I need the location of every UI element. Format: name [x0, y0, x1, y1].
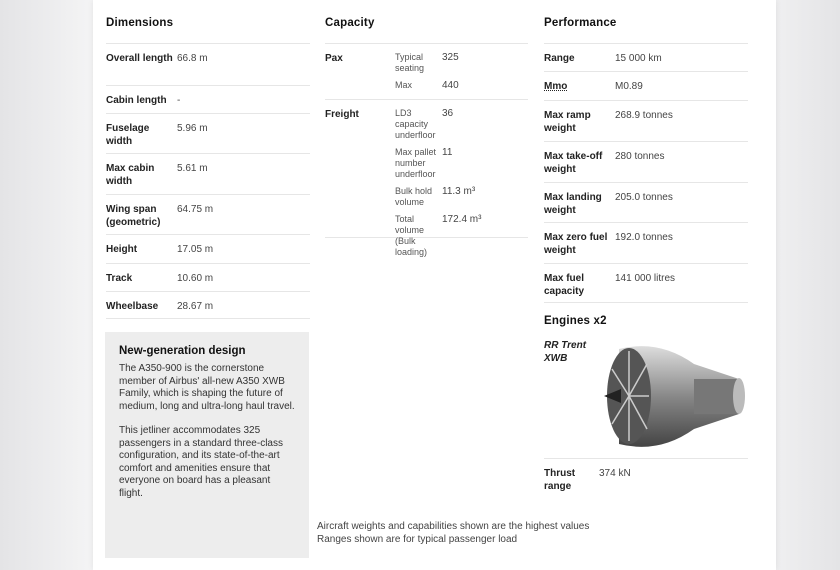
pax-row [325, 43, 528, 99]
spec-value: 28.67 m [177, 301, 214, 312]
spec-value: 192.0 tonnes [615, 232, 673, 243]
capacity-title: Capacity [325, 17, 375, 29]
capacity-item-value: 172.4 m³ [442, 214, 482, 225]
spec-label: Fuselage width [106, 123, 150, 147]
design-title: New-generation design [119, 345, 246, 357]
capacity-section [325, 0, 528, 257]
spec-value: 5.96 m [177, 123, 208, 134]
capacity-item [395, 108, 481, 141]
capacity-item-value: 36 [442, 108, 454, 119]
design-paragraph-2: This jetliner accommodates 325 passengers in a standard three-class configuration, and its state-of-the-art comfort and amenities ensure that everyone on board has a pleasant flight. [119, 425, 283, 499]
spec-label: Cabin length [106, 95, 167, 106]
spec-value: 66.8 m [177, 53, 208, 64]
spec-row [544, 222, 748, 263]
spec-label: Max landing weight [544, 192, 602, 216]
spec-value: 10.60 m [177, 273, 214, 284]
spec-value: 15 000 km [615, 53, 662, 64]
freight-label: Freight [325, 109, 359, 120]
spec-value: 5.61 m [177, 163, 208, 174]
capacity-item-value: 11 [442, 147, 453, 158]
capacity-item-label: Max [395, 80, 413, 90]
spec-value: 141 000 litres [615, 273, 676, 284]
capacity-item [395, 52, 459, 74]
freight-row [325, 99, 528, 257]
spec-row [544, 141, 748, 182]
spec-label: Height [106, 244, 138, 255]
engines-title: Engines x2 [544, 315, 607, 327]
spec-row [544, 263, 748, 303]
spec-row [106, 153, 310, 194]
dimensions-section [106, 0, 310, 319]
spec-label: Max take-off weight [544, 151, 603, 175]
capacity-item-label: Typical seating [395, 52, 425, 73]
spec-row [544, 100, 748, 141]
spec-row [544, 43, 748, 71]
spec-row [106, 234, 310, 263]
thrust-label: Thrust range [544, 468, 576, 492]
spec-label: Max ramp weight [544, 110, 591, 134]
spec-row [106, 291, 310, 319]
spec-label: Wheelbase [106, 301, 159, 312]
spec-row [106, 263, 310, 291]
capacity-item-label: Total volume (Bulk loading) [395, 214, 428, 257]
spec-label: Range [544, 53, 575, 64]
design-paragraph-1: The A350-900 is the cornerstone member of Airbus' all-new A350 XWB Family, which is shaping the future of medium, long and ultra-long haul travel. [119, 363, 295, 412]
capacity-item [395, 80, 459, 91]
spec-value: 268.9 tonnes [615, 110, 673, 121]
spec-value: - [177, 95, 181, 106]
capacity-item-label: Max pallet number underfloor [395, 147, 437, 179]
engine-image [599, 339, 747, 454]
spec-label: Mmo [544, 81, 568, 92]
spec-label: Wing span (geometric) [106, 204, 161, 228]
spec-row [106, 113, 310, 153]
spec-row [544, 182, 748, 222]
capacity-item-value: 440 [442, 80, 459, 91]
spec-value: 64.75 m [177, 204, 214, 215]
capacity-item-label: Bulk hold volume [395, 186, 433, 207]
capacity-item [395, 147, 481, 180]
spec-row [106, 43, 310, 85]
spec-label: Overall length [106, 53, 173, 64]
spec-row [106, 194, 310, 234]
footnotes [317, 521, 589, 546]
capacity-item [395, 214, 481, 258]
spec-label: Track [106, 273, 133, 284]
capacity-item-value: 325 [442, 52, 459, 63]
capacity-item [395, 186, 481, 208]
aircraft-specs-page [93, 0, 776, 570]
dimensions-title: Dimensions [106, 17, 174, 29]
spec-row [106, 85, 310, 113]
thrust-value: 374 kN [599, 468, 631, 479]
engine-name: RR Trent XWB [544, 340, 587, 364]
spec-label: Max cabin width [106, 163, 155, 187]
performance-title: Performance [544, 17, 617, 29]
capacity-item-value: 11.3 m³ [442, 186, 476, 197]
thrust-row [544, 459, 748, 493]
spec-value: 280 tonnes [615, 151, 665, 162]
footnote-ranges: Ranges shown are for typical passenger load [317, 533, 518, 545]
performance-section [544, 0, 748, 493]
spec-value: 205.0 tonnes [615, 192, 673, 203]
spec-value: M0.89 [615, 81, 643, 92]
spec-value: 17.05 m [177, 244, 214, 255]
capacity-item-label: LD3 capacity underfloor [395, 108, 436, 140]
spec-row [544, 71, 748, 100]
footnote-weights: Aircraft weights and capabilities shown are the highest values [317, 521, 590, 532]
spec-label: Max zero fuel weight [544, 232, 608, 256]
pax-label: Pax [325, 53, 343, 64]
design-info-box [105, 332, 309, 558]
spec-label: Max fuel capacity [544, 273, 585, 297]
engine-row [544, 339, 748, 459]
